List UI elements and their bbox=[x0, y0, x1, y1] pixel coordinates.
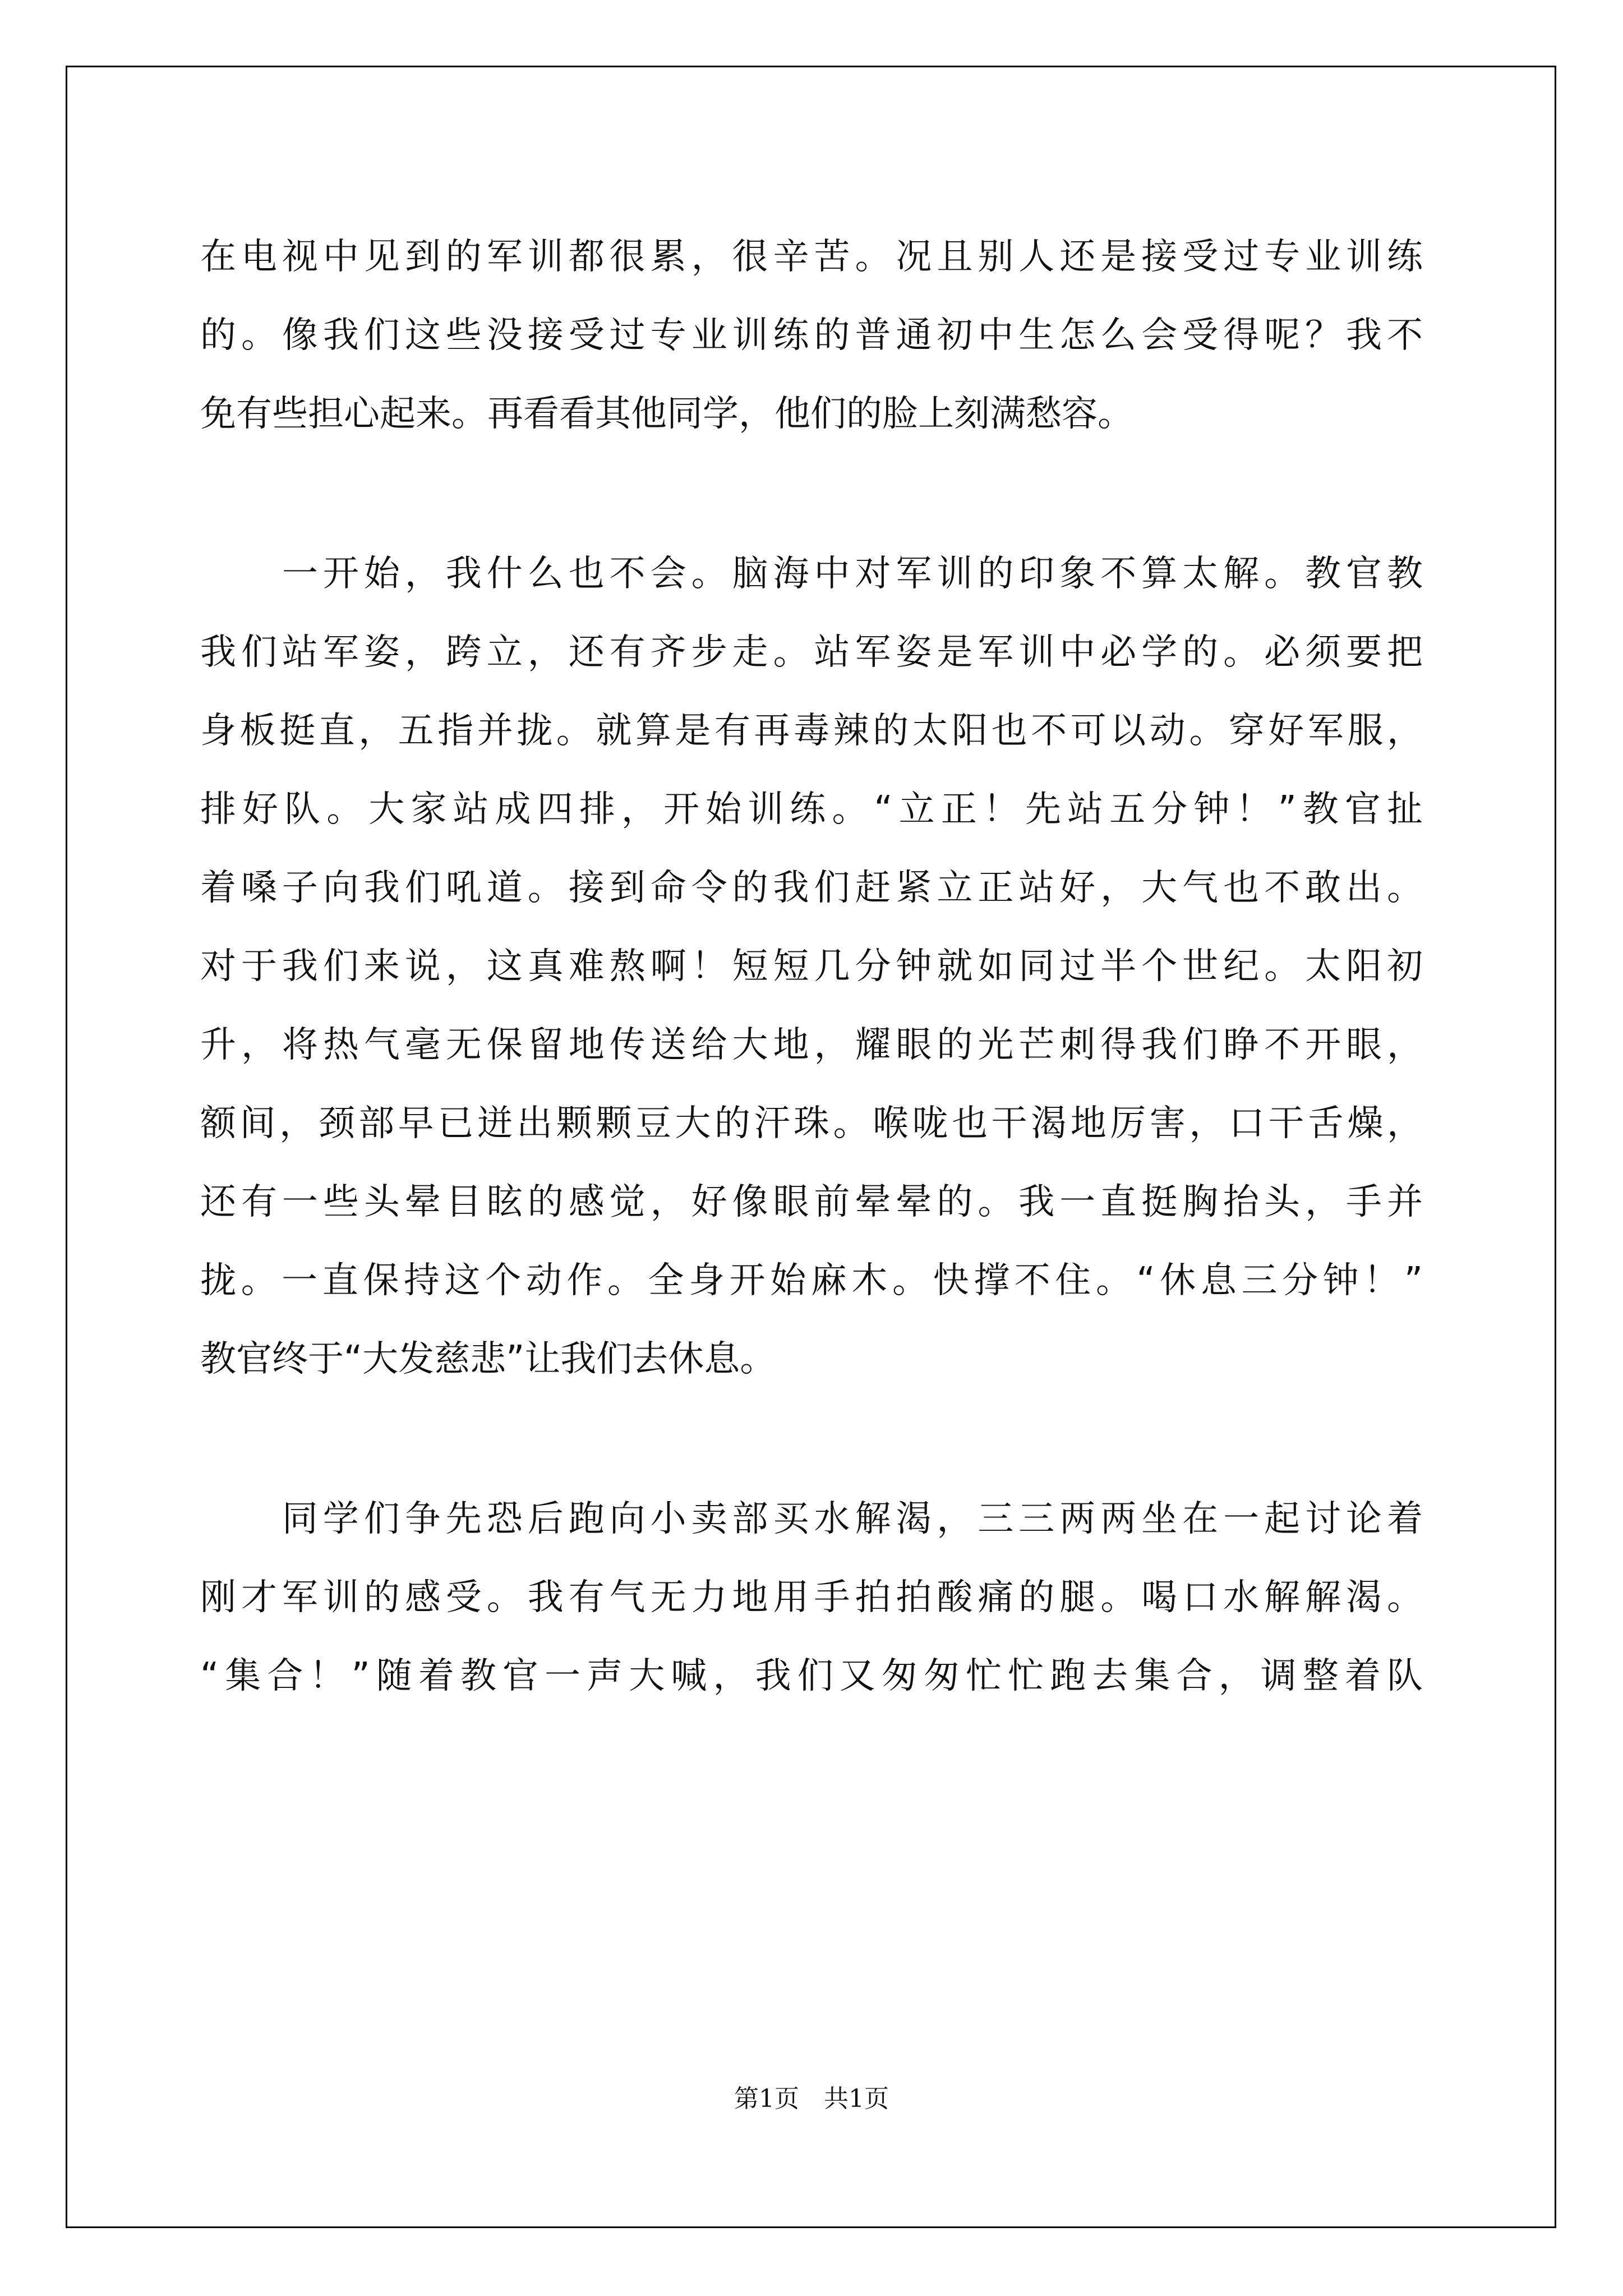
text-line: 免有些担心起来。再看看其他同学，他们的脸上刻满愁容。 bbox=[200, 393, 1133, 435]
text-line: 的。像我们这些没接受过专业训练的普通初中生怎么会受得呢？我不 bbox=[200, 315, 1423, 356]
text-line: 拢。一直保持这个动作。全身开始麻木。快撑不住。“休息三分钟！” bbox=[200, 1260, 1423, 1301]
text-line: 排好队。大家站成四排，开始训练。“立正！先站五分钟！”教官扯 bbox=[200, 789, 1423, 830]
text-line: 同学们争先恐后跑向小卖部买水解渴，三三两两坐在一起讨论着 bbox=[200, 1498, 1423, 1540]
text-line: 还有一些头晕目眩的感觉，好像眼前晕晕的。我一直挺胸抬头，手并 bbox=[200, 1181, 1423, 1223]
text-line: 刚才军训的感受。我有气无力地用手拍拍酸痛的腿。喝口水解解渴。 bbox=[200, 1577, 1423, 1618]
text-line: 升，将热气毫无保留地传送给大地，耀眼的光芒刺得我们睁不开眼， bbox=[200, 1024, 1423, 1066]
text-line: 对于我们来说，这真难熬啊！短短几分钟就如同过半个世纪。太阳初 bbox=[200, 946, 1423, 987]
text-line: 着嗓子向我们吼道。接到命令的我们赶紧立正站好，大气也不敢出。 bbox=[200, 867, 1423, 909]
text-line: 身板挺直，五指并拢。就算是有再毒辣的太阳也不可以动。穿好军服， bbox=[200, 710, 1423, 752]
document-body bbox=[200, 218, 1423, 1715]
text-line: 我们站军姿，跨立，还有齐步走。站军姿是军训中必学的。必须要把 bbox=[200, 632, 1423, 673]
text-line: 一开始，我什么也不会。脑海中对军训的印象不算太解。教官教 bbox=[200, 553, 1423, 595]
text-line: “集合！”随着教官一声大喊，我们又匆匆忙忙跑去集合，调整着队 bbox=[200, 1655, 1423, 1697]
text-line: 教官终于“大发慈悲”让我们去休息。 bbox=[200, 1338, 776, 1380]
paragraph-1 bbox=[200, 218, 1423, 453]
paragraph-2 bbox=[200, 535, 1423, 1398]
text-line: 在电视中见到的军训都很累，很辛苦。况且别人还是接受过专业训练 bbox=[200, 236, 1423, 278]
page-footer: 第1页 共1页 bbox=[734, 2085, 889, 2113]
text-line: 额间，颈部早已迸出颗颗豆大的汗珠。喉咙也干渴地厉害，口干舌燥， bbox=[200, 1103, 1423, 1144]
paragraph-3 bbox=[200, 1480, 1423, 1715]
